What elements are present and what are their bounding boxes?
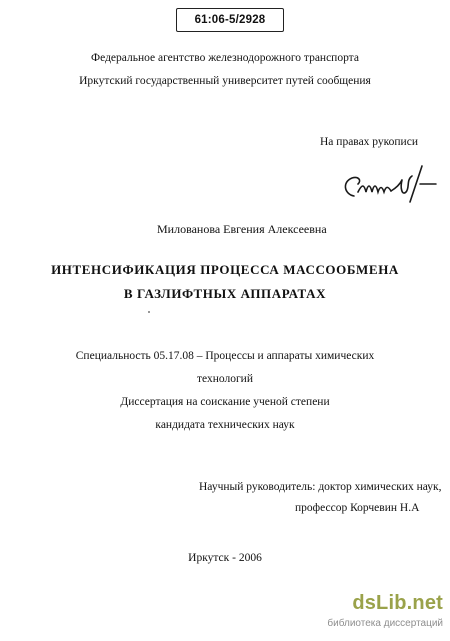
advisor-line-2: профессор Корчевин Н.А [295,502,420,514]
advisor-line-1: Научный руководитель: доктор химических наук, [199,481,442,493]
specialty-line-1: Специальность 05.17.08 – Процессы и аппараты химических [75,350,375,362]
rights-note: На правах рукописи [320,136,418,148]
archive-code-box [176,8,284,32]
dissertation-title-line-2: В ГАЗЛИФТНЫХ АППАРАТАХ [123,286,327,301]
specialty-line-2: технологий [197,373,253,385]
agency-name: Федеральное агентство железнодорожного транспорта [91,52,359,64]
degree-line-1: Диссертация на соискание ученой степени [120,396,330,408]
city-year: Иркутск - 2006 [188,552,262,564]
watermark-subtitle: библиотека диссертаций [327,618,443,629]
author-name: Милованова Евгения Алексеевна [157,222,327,236]
dissertation-title-line-1: ИНТЕНСИФИКАЦИЯ ПРОЦЕССА МАССООБМЕНА [51,262,399,277]
degree-line-2: кандидата технических наук [155,419,295,431]
watermark-logo: dsLib.net [352,592,443,614]
dslib-watermark [323,592,447,638]
university-name: Иркутский государственный университет путей сообщения [79,75,371,87]
scan-speck [148,311,150,313]
handwritten-signature [336,162,446,208]
archive-code: 61:06-5/2928 [194,14,266,26]
